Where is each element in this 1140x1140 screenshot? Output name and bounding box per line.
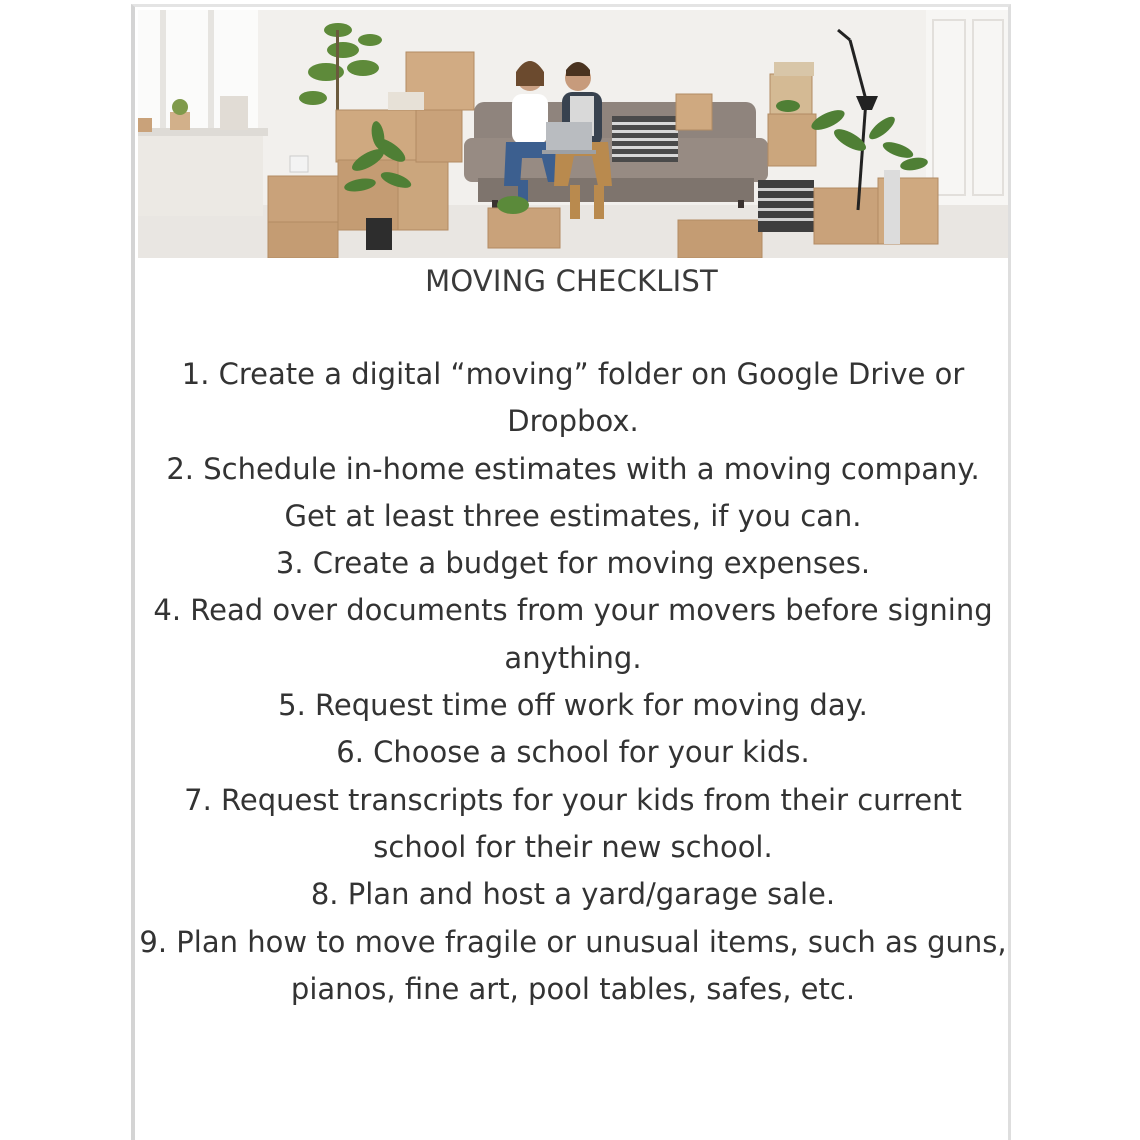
page-title: MOVING CHECKLIST [425,264,718,298]
hero-image [138,10,1010,258]
document-page [131,4,1011,1140]
checklist-item: 1. Create a digital “moving” folder on Google Drive or Dropbox. [181,357,965,439]
checklist-item: 8. Plan and host a yard/garage sale. [310,877,836,912]
checklist-item: 2. Schedule in-home estimates with a moving company. Get at least three estimates, if you can. [166,451,980,533]
checklist-item: 3. Create a budget for moving expenses. [275,546,871,581]
checklist-item: 6. Choose a school for your kids. [336,735,810,770]
checklist-item: 4. Read over documents from your movers before signing anything. [153,593,993,675]
checklist-item: 7. Request transcripts for your kids from their current school for their new school. [184,782,962,864]
checklist-item: 5. Request time off work for moving day. [278,688,868,723]
checklist-item: 9. Plan how to move fragile or unusual items, such as guns, pianos, fine art, pool tables, safes, etc. [139,924,1007,1006]
checklist [139,351,1007,1013]
